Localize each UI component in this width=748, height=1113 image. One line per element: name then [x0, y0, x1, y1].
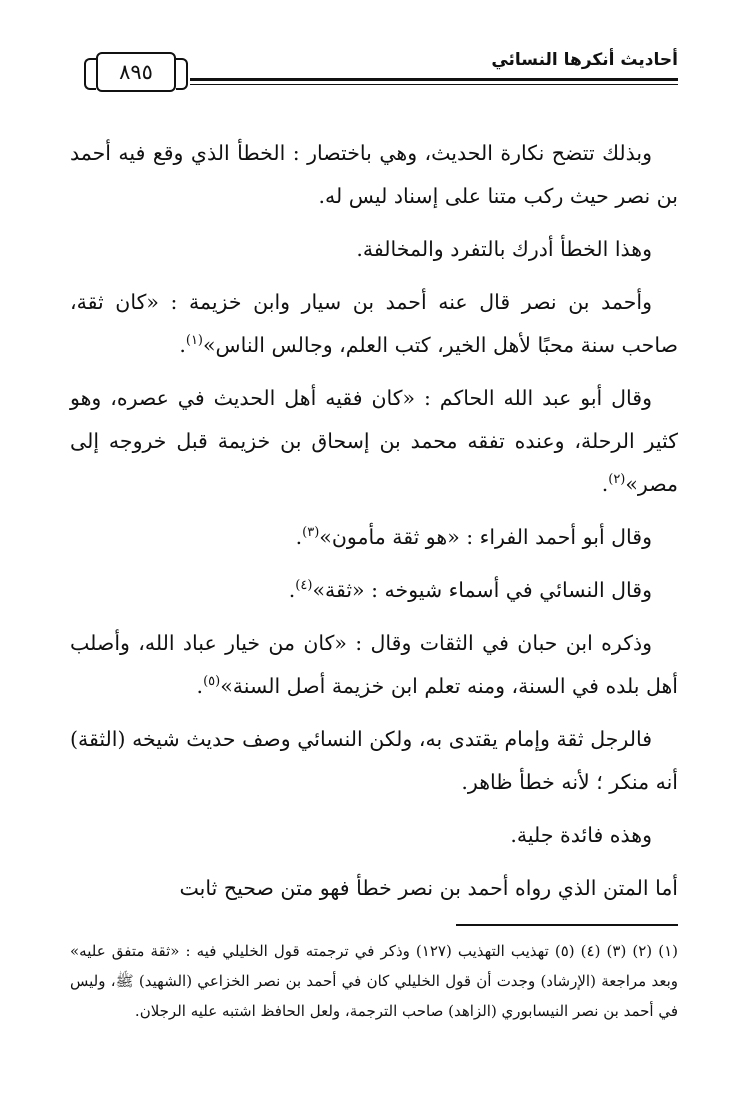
- main-text: [70, 132, 678, 920]
- paragraph-text: فالرجل ثقة وإمام يقتدى به، ولكن النسائي وصف حديث شيخه (الثقة) أنه منكر ؛ لأنه خطأ ظاهر.: [70, 727, 678, 794]
- paragraph: وقال أبو أحمد الفراء : «هو ثقة مأمون»$^{(٣)}$.: [295, 525, 652, 549]
- footnote-ref: (١): [185, 333, 203, 349]
- paragraph-text: وقال النسائي في أسماء شيوخه : «ثقة»: [312, 578, 652, 602]
- paragraph: [70, 718, 678, 804]
- paragraph-text: وقال أبو أحمد الفراء : «هو ثقة مأمون»: [319, 525, 652, 549]
- paragraph: [70, 814, 678, 857]
- paragraph: [70, 132, 678, 218]
- footnote-text: (١) (٢) (٣) (٤) (٥) تهذيب التهذيب (١٢٧) وذكر في ترجمته قول الخليلي فيه : «ثقة متفق عليه» وبعد مراجعة (الإرشاد) وجدت أن قول الخليلي كان في أحمد بن نصر الخزاعي (الشهيد) ﷺ، وليس في أحمد بن نصر النيسابوري (الزاهد) صاحب الترجمة، ولعل الحافظ اشتبه عليه الرجلان.: [70, 942, 678, 1020]
- paragraph: وقال أبو عبد الله الحاكم : «كان فقيه أهل الحديث في عصره، وهو كثير الرحلة، وعنده تفقه محمد بن إسحاق بن خزيمة قبل خروجه إلى مصر»$^{(٢)}$.: [70, 386, 678, 496]
- page-number: ٨٩٥: [96, 52, 176, 92]
- paragraph: وأحمد بن نصر قال عنه أحمد بن سيار وابن خزيمة : «كان ثقة، صاحب سنة محبًا لأهل الخير، كتب العلم، وجالس الناس»$^{(١)}$.: [70, 290, 678, 357]
- footnotes: [70, 936, 678, 1026]
- paragraph-text: وقال أبو عبد الله الحاكم : «كان فقيه أهل الحديث في عصره، وهو كثير الرحلة، وعنده تفقه محمد بن إسحاق بن خزيمة قبل خروجه إلى مصر»: [70, 386, 678, 496]
- paragraph: وقال النسائي في أسماء شيوخه : «ثقة»$^{(٤)}$.: [288, 578, 652, 602]
- paragraph: [70, 228, 678, 271]
- paragraph: [70, 867, 678, 910]
- footnote-ref: (٢): [608, 472, 626, 488]
- running-title: أحاديث أنكرها النسائي: [491, 50, 678, 70]
- paragraph-text: وهذه فائدة جلية.: [510, 823, 652, 847]
- paragraph-text: أما المتن الذي رواه أحمد بن نصر خطأ فهو متن صحيح ثابت: [179, 876, 678, 900]
- paragraph-text: وبذلك تتضح نكارة الحديث، وهي باختصار : الخطأ الذي وقع فيه أحمد بن نصر حيث ركب متنا على إسناد ليس له.: [70, 141, 678, 208]
- footnote-ref: (٣): [302, 525, 320, 541]
- paragraph-text: وهذا الخطأ أدرك بالتفرد والمخالفة.: [356, 237, 652, 261]
- paragraph-text: وذكره ابن حبان في الثقات وقال : «كان من خيار عباد الله، وأصلب أهل بلده في السنة، ومنه تعلم ابن خزيمة أصل السنة»: [70, 631, 678, 698]
- header-rule-thick: [190, 78, 678, 81]
- paragraph: وذكره ابن حبان في الثقات وقال : «كان من خيار عباد الله، وأصلب أهل بلده في السنة، ومنه تعلم ابن خزيمة أصل السنة»$^{(٥)}$.: [70, 631, 678, 698]
- page-header: [72, 42, 678, 104]
- paragraph-text: وأحمد بن نصر قال عنه أحمد بن سيار وابن خزيمة : «كان ثقة، صاحب سنة محبًا لأهل الخير، كتب العلم، وجالس الناس»: [70, 290, 678, 357]
- footnote-ref: (٤): [295, 578, 313, 594]
- footnote-ref: (٥): [203, 674, 221, 690]
- header-rule-thin: [190, 84, 678, 85]
- footnote-separator: [456, 924, 678, 926]
